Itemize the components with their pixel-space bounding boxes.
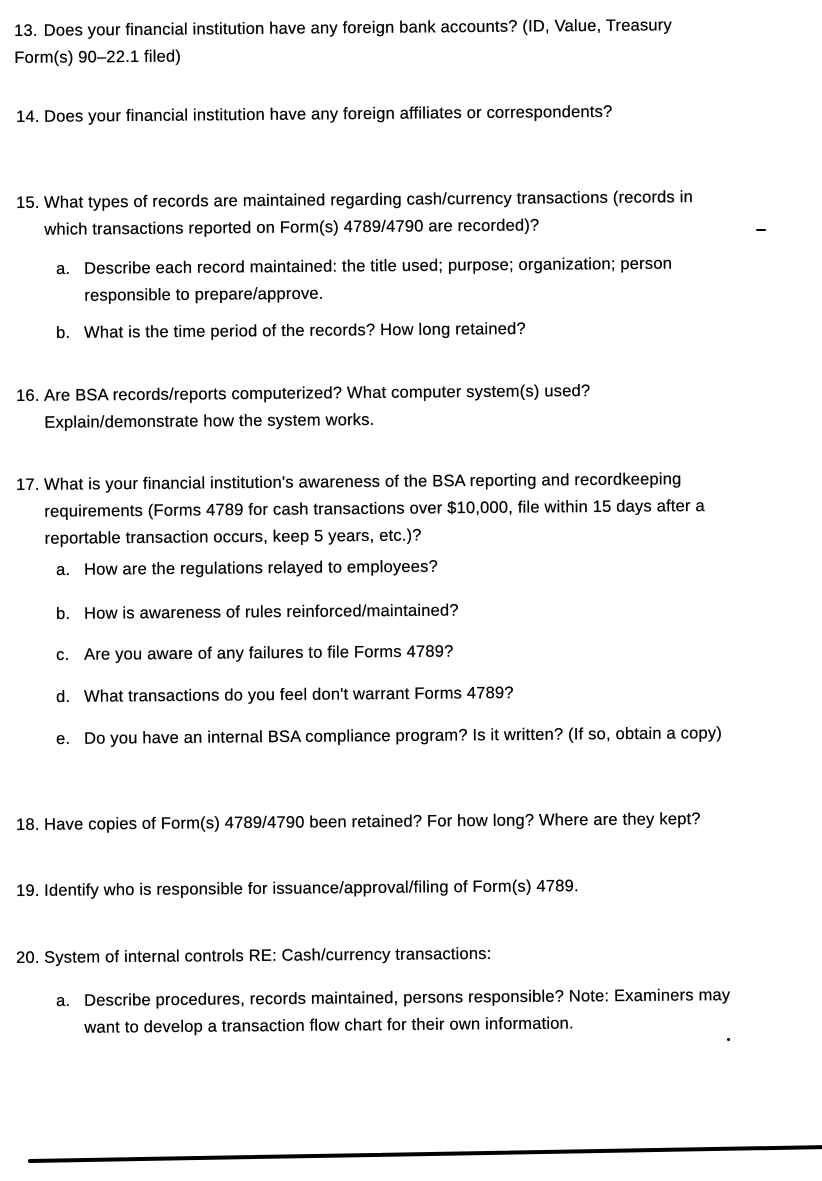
question-16-line-1: Are BSA records/reports computerized? What computer system(s) used?	[44, 381, 591, 405]
question-14	[16, 99, 613, 131]
question-17c	[56, 639, 454, 669]
question-20-number: 20.	[16, 948, 40, 967]
question-15-line-1: What types of records are maintained regarding cash/currency transactions (records in	[44, 188, 694, 212]
question-17d-letter: d.	[56, 687, 71, 706]
question-14-number: 14.	[16, 107, 40, 126]
question-17-number: 17.	[16, 475, 40, 494]
question-13-line-2: Form(s) 90–22.1 filed)	[14, 47, 182, 67]
question-20a-letter: a.	[56, 991, 71, 1010]
question-15-line-2: which transactions reported on Form(s) 4789/4790 are recorded)?	[44, 216, 540, 239]
question-20a-line-2: want to develop a transaction flow chart for their own information.	[84, 1014, 574, 1037]
question-18-text: Have copies of Form(s) 4789/4790 been retained? For how long? Where are they kept?	[44, 810, 701, 834]
question-15a-letter: a.	[56, 259, 71, 278]
question-15a-line-1: Describe each record maintained: the title used; purpose; organization; person	[84, 254, 673, 278]
question-16	[16, 378, 591, 437]
question-15b	[56, 316, 526, 347]
question-17d	[56, 680, 514, 711]
question-16-line-2: Explain/demonstrate how the system works.	[44, 410, 375, 432]
bottom-rule-line	[28, 1145, 822, 1163]
question-17e-letter: e.	[56, 729, 71, 748]
question-20-text: System of internal controls RE: Cash/currency transactions:	[44, 944, 492, 967]
question-19-number: 19.	[16, 881, 40, 900]
question-19-text: Identify who is responsible for issuance/approval/filing of Form(s) 4789.	[44, 877, 579, 900]
question-15b-letter: b.	[56, 323, 71, 342]
scan-artifact-dash	[756, 229, 766, 231]
question-13-number: 13.	[14, 21, 38, 40]
question-17a-text: How are the regulations relayed to employees?	[84, 557, 439, 579]
question-17	[16, 466, 705, 553]
question-15-number: 15.	[16, 193, 40, 212]
question-17-line-3: reportable transaction occurs, keep 5 years, etc.)?	[44, 526, 422, 548]
question-17b-letter: b.	[56, 604, 71, 623]
question-17e-text: Do you have an internal BSA compliance program? Is it written? (If so, obtain a copy)	[84, 724, 723, 748]
question-19	[16, 873, 579, 905]
question-15a-line-2: responsible to prepare/approve.	[84, 284, 324, 305]
question-17-line-1: What is your financial institution's awareness of the BSA reporting and recordkeeping	[44, 470, 682, 494]
question-17b-text: How is awareness of rules reinforced/maintained?	[84, 601, 459, 623]
question-13-line-1	[14, 12, 672, 45]
question-20	[16, 941, 492, 972]
question-15a	[56, 251, 672, 310]
question-17c-letter: c.	[56, 645, 70, 664]
question-18-number: 18.	[16, 815, 40, 834]
question-17d-text: What transactions do you feel don't warrant Forms 4789?	[84, 684, 514, 706]
question-17-line-2: requirements (Forms 4789 for cash transactions over $10,000, file within 15 days after a	[44, 496, 705, 521]
question-15b-text: What is the time period of the records? How long retained?	[84, 319, 526, 342]
question-20a	[56, 982, 731, 1042]
question-17e	[56, 720, 722, 753]
scan-artifact-dot	[727, 1038, 730, 1041]
question-13-text: Does your financial institution have any foreign bank accounts? (ID, Value, Treasury	[43, 16, 672, 40]
question-13	[14, 12, 672, 72]
question-20a-line-1: Describe procedures, records maintained, persons responsible? Note: Examiners may	[84, 986, 731, 1010]
question-14-text: Does your financial institution have any foreign affiliates or correspondents?	[44, 102, 613, 126]
question-17a-letter: a.	[56, 560, 71, 579]
question-16-number: 16.	[16, 386, 40, 405]
question-15	[16, 184, 693, 244]
question-17b	[56, 597, 459, 628]
question-17c-text: Are you aware of any failures to file Forms 4789?	[84, 642, 454, 664]
question-17a	[56, 554, 438, 584]
question-18	[16, 806, 701, 839]
